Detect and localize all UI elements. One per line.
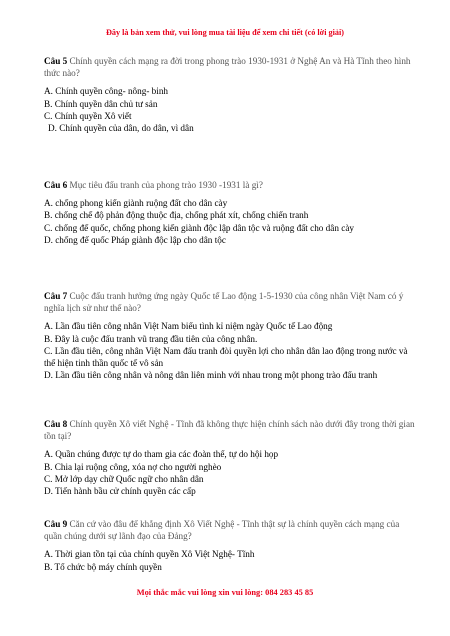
question-stem — [44, 418, 416, 442]
question-number: Câu 9 — [44, 519, 68, 529]
option-d: D. Lần đầu tiên công nhân và nông dân liên minh với nhau trong một phong trào đấu tranh — [44, 370, 378, 381]
question-text: Chính quyền Xô viết Nghệ - Tĩnh đã không thực hiện chính sách nào dưới đây trong thời gian tồn tại? — [44, 419, 415, 442]
option-d: D. Chính quyền của dân, do dân, vì dân — [48, 123, 194, 134]
question-number: Câu 7 — [44, 291, 68, 301]
question-7 — [44, 290, 416, 381]
option-a: A. Lần đầu tiên công nhân Việt Nam biểu tình kỉ niệm ngày Quốc tế Lao động — [44, 321, 333, 332]
option-d: D. Tiến hành bầu cử chính quyền các cấp — [44, 486, 196, 497]
question-stem — [44, 518, 416, 542]
question-text: Chính quyền cách mạng ra đời trong phong trào 1930-1931 ở Nghệ An và Hà Tĩnh theo hình thức nào? — [44, 56, 411, 79]
option-b: B. chống chế độ phản động thuộc địa, chống phát xít, chống chiến tranh — [44, 210, 309, 221]
question-text: Căn cứ vào đâu để khẳng định Xô Viết Nghệ - Tĩnh thật sự là chính quyền cách mạng của quần chúng dưới sự lãnh đạo của Đảng? — [44, 519, 400, 542]
question-number: Câu 8 — [44, 419, 68, 429]
question-text: Mục tiêu đấu tranh của phong trào 1930 -1931 là gì? — [69, 180, 263, 190]
question-5 — [44, 55, 416, 134]
question-stem — [44, 179, 416, 191]
question-9 — [44, 518, 416, 573]
contact-notice: Mọi thắc mắc vui lòng xin vui lòng: 084 283 45 85 — [136, 588, 314, 597]
question-text: Cuộc đấu tranh hưởng ứng ngày Quốc tế Lao động 1-5-1930 của công nhân Việt Nam có ý nghĩa lịch sử như thế nào? — [44, 291, 404, 314]
option-c: C. chống đế quốc, chống phong kiến giành độc lập dân tộc và ruộng đất cho dân cày — [44, 222, 354, 233]
preview-notice: Đây là bản xem thử, vui lòng mua tài liệu để xem chi tiết (có lời giải) — [105, 28, 344, 37]
question-number: Câu 6 — [44, 180, 68, 190]
option-c: C. Mở lớp dạy chữ Quốc ngữ cho nhân dân — [44, 473, 204, 484]
option-a: A. Chính quyền công- nông- binh — [44, 86, 169, 97]
option-d: D. chống đế quốc Pháp giành độc lập cho dân tộc — [44, 234, 226, 245]
question-stem — [44, 290, 416, 314]
question-number: Câu 5 — [44, 56, 68, 66]
question-6 — [44, 179, 416, 246]
option-a: A. chống phong kiến giành ruộng đất cho dân cày — [44, 198, 228, 209]
question-8 — [44, 418, 416, 497]
option-a: A. Quần chúng được tự do tham gia các đoàn thể, tự do hội họp — [44, 449, 279, 460]
question-stem — [44, 55, 416, 79]
option-b: B. Đây là cuộc đấu tranh vũ trang đầu tiên của công nhân. — [44, 333, 258, 344]
option-c: C. Chính quyền Xô viết — [44, 110, 132, 121]
option-b: B. Tổ chức bộ máy chính quyền — [44, 561, 162, 572]
option-a: A. Thời gian tồn tại của chính quyền Xô Việt Nghệ- Tĩnh — [44, 549, 255, 560]
option-c: C. Lần đầu tiên, công nhân Việt Nam đấu tranh đòi quyền lợi cho nhân dân lao động trong nước và thể hiện tinh thần quốc tế vô sản — [44, 345, 408, 369]
option-b: B. Chính quyền dân chủ tư sản — [44, 98, 158, 109]
option-b: B. Chia lại ruộng công, xóa nợ cho người nghèo — [44, 461, 222, 472]
